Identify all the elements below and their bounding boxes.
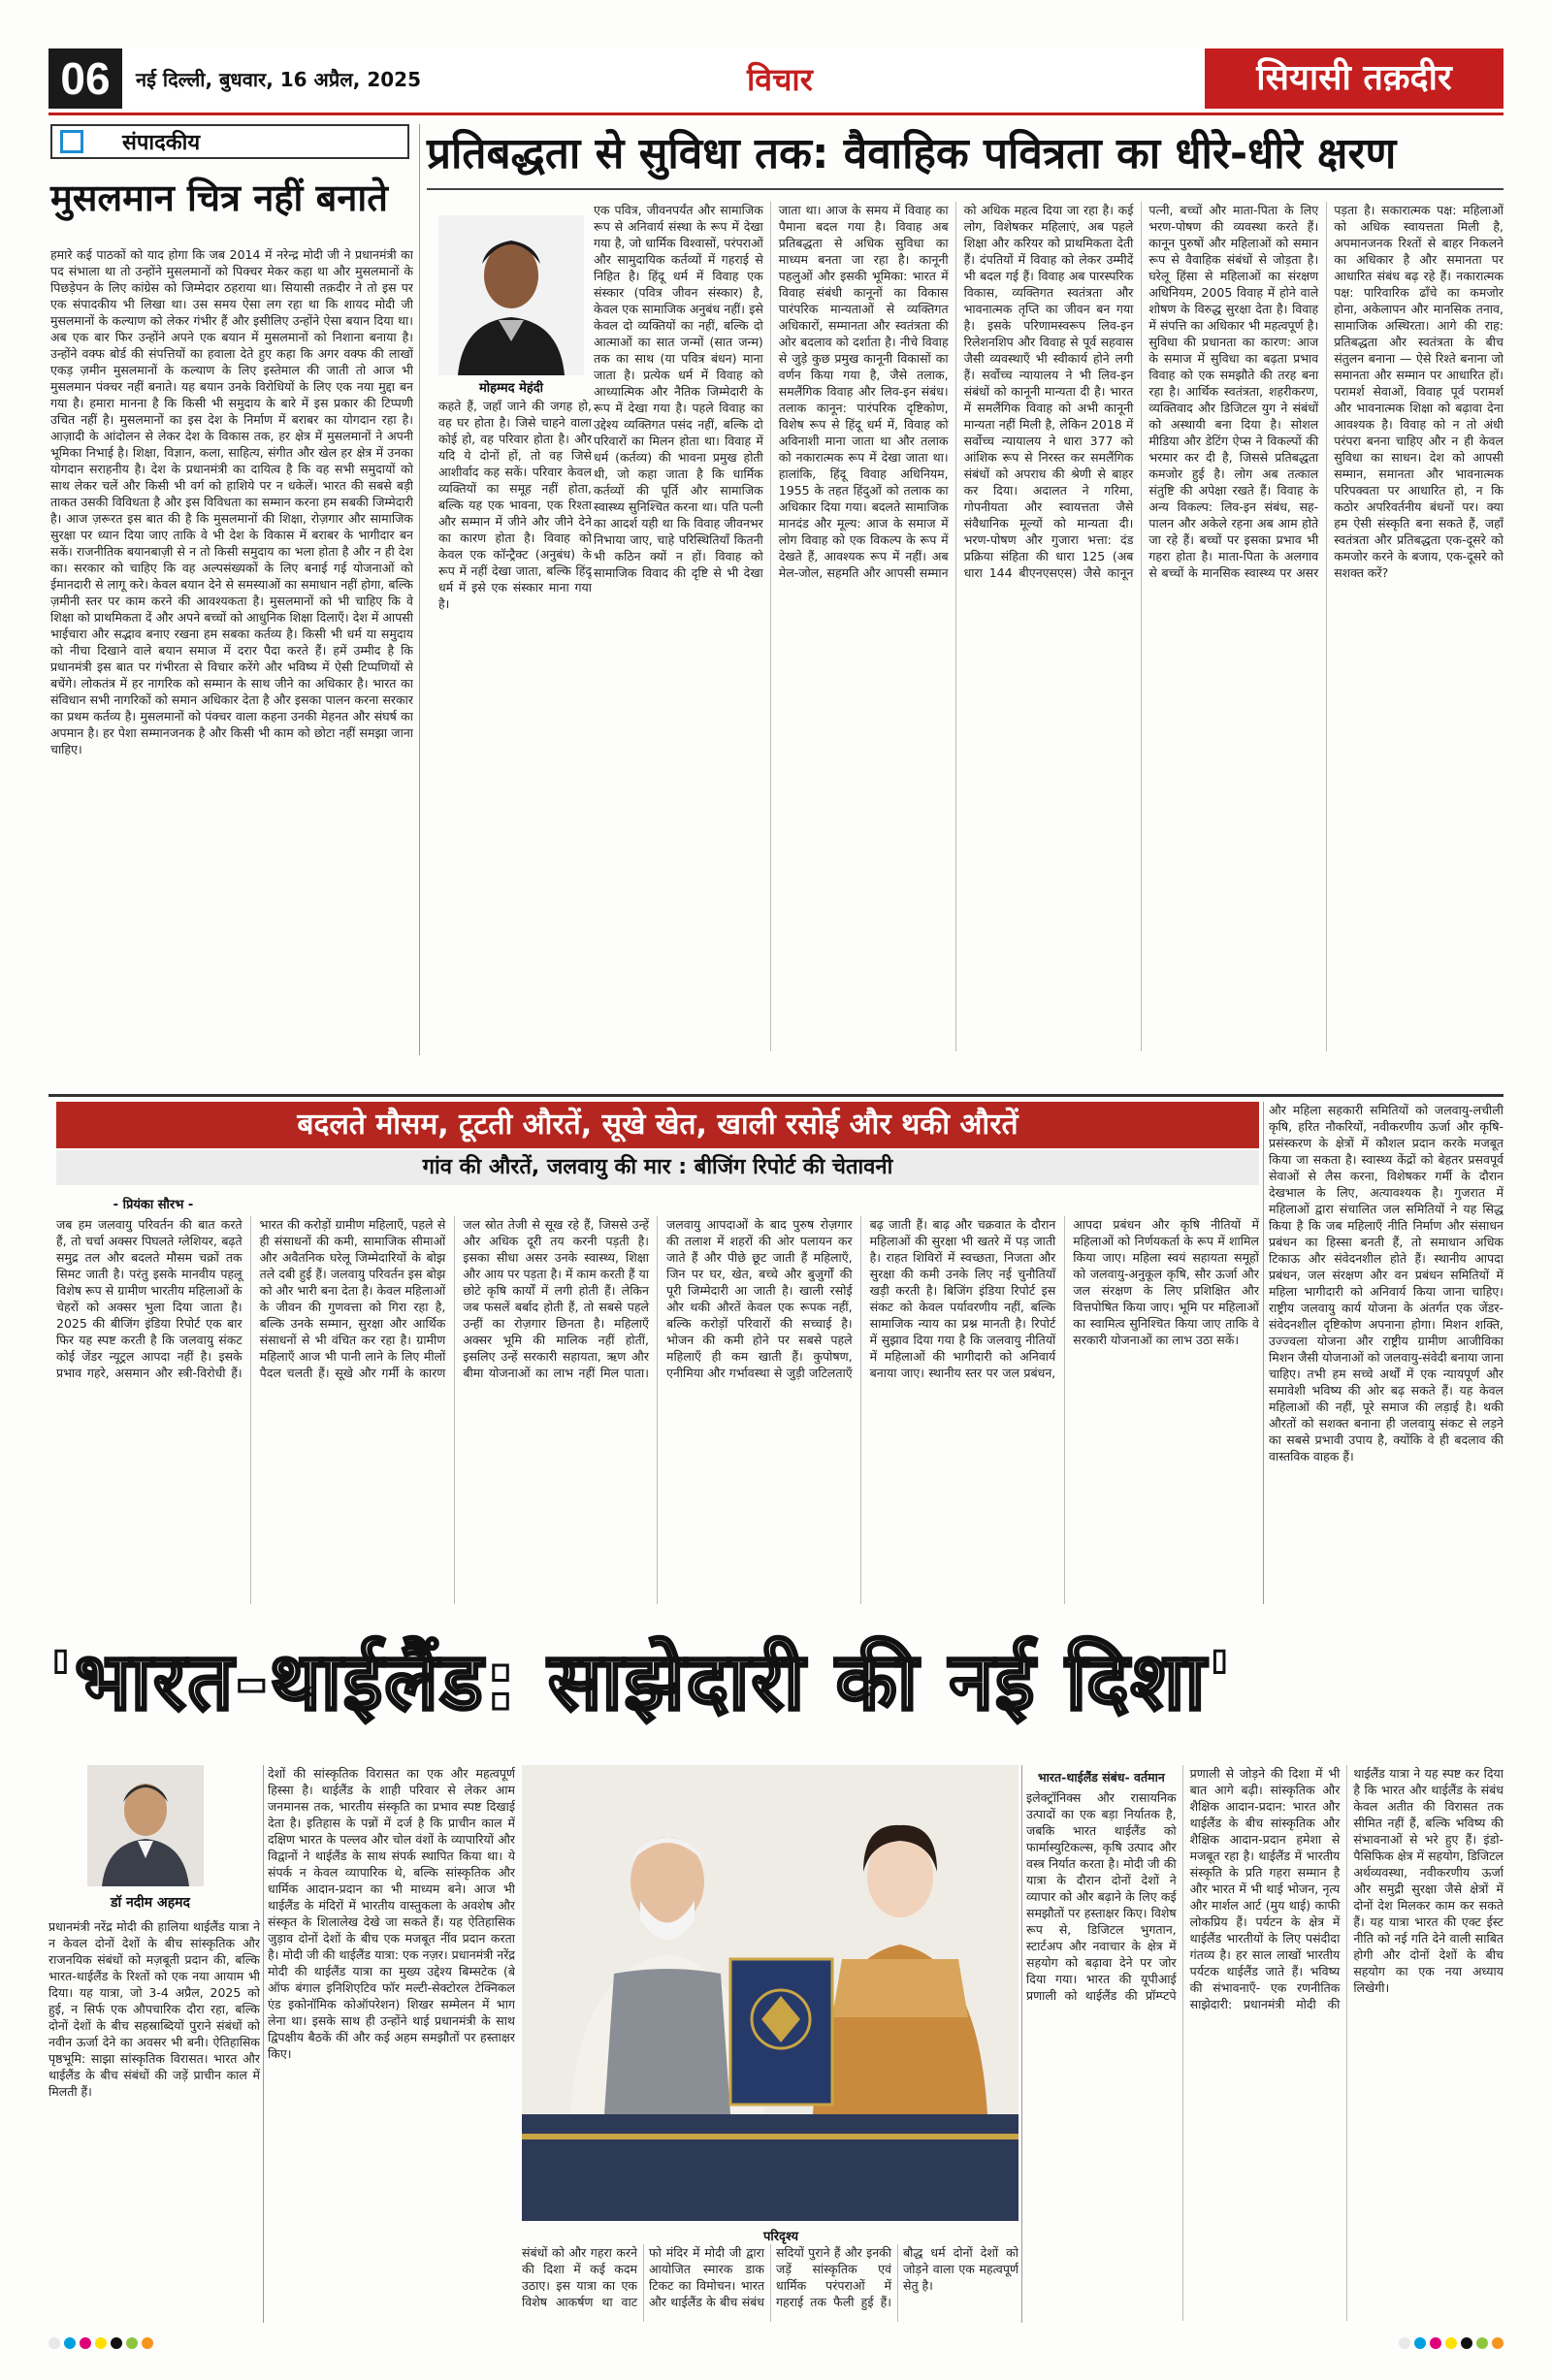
weather-body: जब हम जलवायु परिवर्तन की बात करते हैं, तो चर्चा अक्सर पिघलते ग्लेशियर, बढ़ते समुद्र तल और बदलते मौसम चक्रों तक सिमट जाती है। परंतु इसके मानवीय पहलू विशेष रूप से ग्रामीण भारतीय महिलाओं के चेहरों को अक्सर भुला दिया जाता है। 2025 की बीजिंग इंडिया रिपोर्ट एक बार फिर यह स्पष्ट करती है कि जलवायु संकट कोई जेंडर न्यूट्रल आपदा नहीं है। इसके प्रभाव गहरे, असमान और स्त्री-विरोधी हैं। भारत की करोड़ों ग्रामीण महिलाएँ, पहले से ही संसाधनों की कमी, सामाजिक सीमाओं और अवैतनिक घरेलू जिम्मेदारियों के बोझ तले दबी हुई हैं। जलवायु परिवर्तन इस बोझ को और भारी बना देता है। केवल महिलाओं के जीवन की गुणवत्ता को गिरा रहा है, बल्कि उनके सम्मान, सुरक्षा और आर्थिक संसाधनों से भी वंचित कर रहा है। ग्रामीण महिलाएँ आज भी पानी लाने के लिए मीलों पैदल चलती हैं। सूखे और गर्मी के कारण जल स्रोत तेजी से सूख रहे हैं, जिससे उन्हें और अधिक दूरी तय करनी पड़ती है। इसका सीधा असर उनके स्वास्थ्य, शिक्षा और आय पर पड़ता है। में काम करती हैं या छोटे कृषि कार्यों में लगी होती हैं। लेकिन जब फसलें बर्बाद होती हैं, तो सबसे पहले उन्हीं का रोज़गार छिनता है। महिलाएँ अक्सर भूमि की मालिक नहीं होतीं, इसलिए उन्हें सरकारी सहायता, ऋण और बीमा योजनाओं का लाभ नहीं मिल पाता। जलवायु आपदाओं के बाद पुरुष रोज़गार की तलाश में शहरों की ओर पलायन कर जाते हैं और पीछे छूट जाती हैं महिलाएँ, जिन पर घर, खेत, बच्चे और बुजुर्गों की पूरी जिम्मेदारी आ जाती है। खाली रसोई और थकी औरतें केवल एक रूपक नहीं, बल्कि करोड़ों परिवारों की सच्चाई है। भोजन की कमी होने पर सबसे पहले महिलाएँ ही कम खाती हैं। कुपोषण, एनीमिया और गर्भावस्था से जुड़ी जटिलताएँ बढ़ जाती हैं। बाढ़ और चक्रवात के दौरान महिलाओं की सुरक्षा भी खतरे में पड़ जाती है। राहत शिविरों में स्वच्छता, निजता और सुरक्षा की कमी उनके लिए नई चुनौतियाँ खड़ी करती है। बिजिंग इंडिया रिपोर्ट इस संकट को केवल पर्यावरणीय नहीं, बल्कि सामाजिक न्याय का प्रश्न मानती है। रिपोर्ट में सुझाव दिया गया है कि जलवायु नीतियों में महिलाओं की भागीदारी को अनिवार्य बनाया जाए। स्थानीय स्तर पर जल प्रबंधन, आपदा प्रबंधन और कृषि नीतियों में महिलाओं को निर्णयकर्ता के रूप में शामिल किया जाए। महिला स्वयं सहायता समूहों को जलवायु-अनुकूल कृषि, सौर ऊर्जा और जल संरक्षण के लिए प्रशिक्षित और वित्तपोषित किया जाए। भूमि पर महिलाओं का स्वामित्व सुनिश्चित किया जाए ताकि वे सरकारी योजनाओं का लाभ उठा सकें। (56, 1217, 1259, 1380)
registration-dot (64, 2337, 76, 2349)
section-title: विचार (747, 61, 813, 98)
editorial-tag-label: संपादकीय (122, 131, 201, 155)
author-photo (87, 1765, 204, 1886)
weather-headline: बदलते मौसम, टूटती औरतें, सूखे खेत, खाली रसोई और थकी औरतें (56, 1102, 1259, 1148)
column-divider (263, 1765, 264, 2323)
color-bar-left (48, 2337, 153, 2349)
registration-dot (1461, 2337, 1472, 2349)
lead-intro: कहते हैं, जहाँ जाने की जगह हो, वह घर होता है। जिसे चाहने वाला कोई हो, वह परिवार होता है। और यदि ये दोनों हों, तो वह जिसे आशीर्वाद कह सकें। परिवार केवल व्यक्तियों का समूह नहीं होता, बल्कि यह एक भावना, एक रिश्ता और सम्मान में जीने और जीने देने का कारण होता है। विवाह को केवल एक कॉन्ट्रैक्ट (अनुबंध) के रूप में नहीं देखा जाता, बल्कि हिंदू धर्म में इसे एक संस्कार माना गया है। (438, 399, 592, 611)
india-thailand-headline-text: 'भारत-थाईलैंड: साझेदारी की नई दिशा' (48, 1636, 1234, 1728)
page-number: 06 (48, 48, 122, 109)
india-thailand-body-right-text: इलेक्ट्रॉनिक्स और रासायनिक उत्पादों का एक बड़ा निर्यातक है, जबकि भारत थाईलैंड को फार्मास्युटिकल्स, कृषि उत्पाद और वस्त्र निर्यात करता है। मोदी जी की यात्रा के दौरान दोनों देशों ने व्यापार को और बढ़ाने के लिए कई समझौतों पर हस्ताक्षर किए। विशेष रूप से, डिजिटल भुगतान, स्टार्टअप और नवाचार के क्षेत्र में सहयोग को बढ़ावा देने पर जोर दिया गया। भारत की यूपीआई प्रणाली को थाईलैंड की प्रॉम्प्टपे प्रणाली से जोड़ने की दिशा में भी बात आगे बढ़ी। सांस्कृतिक और शैक्षिक आदान-प्रदान: भारत और थाईलैंड के बीच सांस्कृतिक और शैक्षिक आदान-प्रदान हमेशा से मजबूत रहा है। थाईलैंड में भारतीय संस्कृति के प्रति गहरा सम्मान है और भारत में भी थाई भोजन, नृत्य और मार्शल आर्ट (मुय थाई) काफी लोकप्रिय हैं। पर्यटन के क्षेत्र में थाईलैंड भारतीयों के लिए पसंदीदा गंतव्य है। हर साल लाखों भारतीय पर्यटक थाईलैंड जाते हैं। भविष्य की संभावनाएँ- एक रणनीतिक साझेदारी: प्रधानमंत्री मोदी की थाईलैंड यात्रा ने यह स्पष्ट कर दिया है कि भारत और थाईलैंड के संबंध केवल अतीत की विरासत तक सीमित नहीं हैं, बल्कि भविष्य की संभावनाओं से भरे हुए हैं। इंडो-पैसिफिक क्षेत्र में सहयोग, डिजिटल अर्थव्यवस्था, नवीकरणीय ऊर्जा और समुद्री सुरक्षा जैसे क्षेत्रों में दोनों देश मिलकर काम कर सकते हैं। यह यात्रा भारत की एक्ट ईस्ट नीति को नई गति देने वाली साबित होगी और दोनों देशों के बीच सहयोग का एक नया अध्याय लिखेगी। (1026, 1766, 1504, 2011)
registration-dot (1414, 2337, 1426, 2349)
masthead (48, 48, 1504, 109)
india-thailand-author: डॉ नदीम अहमद (110, 1895, 190, 1911)
registration-dot (1492, 2337, 1504, 2349)
editorial-box-icon (60, 130, 83, 153)
editorial-tag (50, 124, 409, 159)
lead-author: मोहम्मद मेहंदी (478, 381, 544, 396)
column-divider (1263, 1102, 1264, 1604)
lead-headline: प्रतिबद्धता से सुविधा तक: वैवाहिक पवित्रता का धीरे-धीरे क्षरण (427, 129, 1397, 178)
author-photo (438, 215, 584, 375)
headline-rule (427, 188, 1504, 190)
color-bar-right (1399, 2337, 1504, 2349)
weather-subheadline: गांव की औरतें, जलवायु की मार : बीजिंग रिपोर्ट की चेतावनी (56, 1150, 1259, 1185)
registration-dot (1476, 2337, 1488, 2349)
newspaper-brand: सियासी तक़दीर (1205, 48, 1504, 109)
weather-byline: - प्रियंका सौरभ - (113, 1198, 194, 1212)
editorial-body: हमारे कई पाठकों को याद होगा कि जब 2014 में नरेन्द्र मोदी जी ने प्रधानमंत्री का पद संभाला था तो उन्होंने मुसलमानों को पिक्चर मेकर कहा था और मुसलमानों के पिछड़ेपन के लिए कांग्रेस को जिम्मेदार ठहराया था। सियासी तक़दीर ने तो इस पर एक संपादकीय भी लिखा था। उस समय ऐसा लग रहा था कि शायद मोदी जी मुसलमानों के कल्याण को लेकर गंभीर हैं और इसीलिए उन्होंने ऐसा बयान दिया था। अब एक बार फिर उन्होंने अपने एक बयान में मुसलमानों को निशाना बनाया है। उन्होंने वक्फ बोर्ड की संपत्तियों का हवाला देते हुए कहा कि अगर वक्फ की लाखों एकड़ ज़मीन मुसलमानों के कल्याण के लिए इस्तेमाल की जाती तो आज भी मुसलमान पंक्चर नहीं बनाते। यह बयान उनके विरोधियों के लिए एक नया मुद्दा बन गया है। हमारा मानना है कि किसी भी समुदाय के बारे में इस प्रकार की टिप्पणी उचित नहीं है। मुसलमानों का इस देश के निर्माण में बराबर का योगदान रहा है। आज़ादी के आंदोलन से लेकर देश के विकास तक, हर क्षेत्र में मुसलमानों ने अपनी भूमिका निभाई है। शिक्षा, विज्ञान, कला, साहित्य, संगीत और खेल हर क्षेत्र में उनका योगदान सराहनीय है। देश के प्रधानमंत्री का दायित्व है कि वह सभी समुदायों को साथ लेकर चलें और किसी भी वर्ग को हाशिये पर न धकेलें। भारत की सबसे बड़ी ताकत उसकी विविधता है और इस विविधता का सम्मान करना हम सबकी जिम्मेदारी है। आज ज़रूरत इस बात की है कि मुसलमानों की शिक्षा, रोज़गार और सामाजिक सुरक्षा पर ध्यान दिया जाए ताकि वे भी देश के विकास में बराबर के भागीदार बन सकें। राजनीतिक बयानबाज़ी से न तो किसी समुदाय का भला होता है और न ही देश का। सरकार को चाहिए कि वह अल्पसंख्यकों के लिए बनाई गई योजनाओं को ईमानदारी से लागू करे। केवल बयान देने से समस्याओं का समाधान नहीं होगा, बल्कि ज़मीनी स्तर पर काम करने की आवश्यकता है। मुसलमानों को भी चाहिए कि वे शिक्षा को प्राथमिकता दें और अपने बच्चों को आधुनिक शिक्षा दिलाएँ। देश में आपसी भाईचारा और सद्भाव बनाए रखना हम सबका कर्तव्य है। किसी भी धर्म या समुदाय को नीचा दिखाने वाले बयान समाज में दरार पैदा करते हैं। हमें उम्मीद है कि प्रधानमंत्री इस बात पर गंभीरता से विचार करेंगे और भविष्य में ऐसी टिप्पणियों से बचेंगे। लोकतंत्र में हर नागरिक को सम्मान के साथ जीने का अधिकार है। भारत का संविधान सभी नागरिकों को समान अधिकार देता है और इसका पालन करना सरकार का प्रथम कर्तव्य है। मुसलमानों को पंक्चर वाला कहना उनकी मेहनत और संघर्ष का अपमान है। हर पेशा सम्मानजनक है और किसी भी काम को छोटा नहीं समझा जाना चाहिए। (50, 247, 413, 756)
print-registration-strip (48, 2332, 1504, 2355)
india-thailand-body-right (1026, 1765, 1504, 2321)
photo-caption: परिदृश्य (762, 2230, 799, 2244)
registration-dot (126, 2337, 138, 2349)
registration-dot (1399, 2337, 1410, 2349)
weather-body-continued: और महिला सहकारी समितियों को जलवायु-लचीली कृषि, हरित नौकरियों, नवीकरणीय ऊर्जा और कृषि-प्रसंस्करण के क्षेत्रों में कौशल प्रदान करके मजबूत किया जा सकता है। स्वास्थ्य केंद्रों को बेहतर प्रसवपूर्व सेवाओं से लैस करना, विशेषकर गर्मी के दौरान देखभाल के लिए, अत्यावश्यक है। गुजरात में महिलाओं द्वारा संचालित जल समितियों ने यह सिद्ध किया है कि जब महिलाएँ नीति निर्माण और संसाधन प्रबंधन का हिस्सा बनती हैं, तो समाधान अधिक टिकाऊ और संवेदनशील होते हैं। स्थानीय आपदा प्रबंधन, जल संरक्षण और वन प्रबंधन समितियों में महिला भागीदारी को अनिवार्य किया जाना चाहिए। राष्ट्रीय जलवायु कार्य योजना के अंतर्गत एक जेंडर-संवेदनशील दृष्टिकोण अपनाना होगा। मिशन शक्ति, उज्ज्वला योजना और राष्ट्रीय ग्रामीण आजीविका मिशन जैसी योजनाओं को जलवायु-संवेदी बनाया जाना चाहिए। तभी हम सच्चे अर्थों में एक न्यायपूर्ण और समावेशी भविष्य की ओर बढ़ सकते हैं। यह केवल महिलाओं की नहीं, पूरे समाज की लड़ाई है। थकी औरतों को सशक्त बनाना ही जलवायु संकट से लड़ने का सबसे प्रभावी उपाय है, क्योंकि वे ही बदलाव की वास्तविक वाहक हैं। (1269, 1103, 1504, 1463)
registration-dot (1445, 2337, 1457, 2349)
registration-dot (80, 2337, 91, 2349)
registration-dot (111, 2337, 122, 2349)
india-thailand-headline (48, 1629, 1504, 1736)
editorial-headline: मुसलमान चित्र नहीं बनाते (50, 177, 388, 219)
india-thailand-body-middle: संबंधों को और गहरा करने की दिशा में कई कदम उठाए। इस यात्रा का एक विशेष आकर्षण था वाट फो मंदिर में मोदी जी द्वारा आयोजित स्मारक डाक टिकट का विमोचन। भारत और थाईलैंड के बीच संबंध सदियों पुराने हैं और इनकी जड़ें सांस्कृतिक एवं धार्मिक परंपराओं में गहराई तक फैली हुई हैं। बौद्ध धर्म दोनों देशों को जोड़ने वाला एक महत्वपूर्ण सेतु है। (522, 2245, 1018, 2309)
hero-photo (522, 1765, 1018, 2221)
registration-dot (95, 2337, 107, 2349)
registration-dot (48, 2337, 60, 2349)
registration-dot (142, 2337, 153, 2349)
masthead-rule (48, 113, 1504, 115)
section-subhead: भारत-थाईलैंड संबंध- वर्तमान (1037, 1770, 1165, 1785)
registration-dot (1430, 2337, 1441, 2349)
issue-date: नई दिल्ली, बुधवार, 16 अप्रैल, 2025 (136, 68, 422, 91)
column-divider (1021, 1765, 1022, 2323)
lead-body: एक पवित्र, जीवनपर्यंत और सामाजिक रूप से अनिवार्य संस्था के रूप में देखा गया है, जो धार्मिक विश्वासों, परंपराओं और सामुदायिक कर्तव्यों में गहराई से निहित है। हिंदू धर्म में विवाह एक संस्कार (पवित्र जीवन संस्कार) है, केवल एक सामाजिक अनुबंध नहीं। इसे केवल दो व्यक्तियों का नहीं, बल्कि दो आत्माओं का सात जन्मों (सात जन्म) तक का साथ (या पवित्र बंधन) माना जाता है। प्रत्येक धर्म में विवाह को आध्यात्मिक और नैतिक जिम्मेदारी के रूप में देखा गया है। पहले विवाह का उद्देश्य व्यक्तिगत पसंद नहीं, बल्कि दो परिवारों का मिलन होता था। विवाह में धर्म (कर्तव्य) की भावना प्रमुख होती थी, जो कहा जाता है कि धार्मिक कर्तव्यों की पूर्ति और सामाजिक स्वास्थ्य सुनिश्चित करना था। पति पत्नी का आदर्श यही था कि विवाह जीवनभर निभाया जाए, चाहे परिस्थितियाँ कितनी भी कठिन क्यों न हों। विवाह को सामाजिक विवाद की दृष्टि से भी देखा जाता था। आज के समय में विवाह का पैमाना बदल गया है। विवाह अब प्रतिबद्धता से अधिक सुविधा का माध्यम बनता जा रहा है। कानूनी पहलुओं और इसकी भूमिका: भारत में विवाह संबंधी कानूनों का विकास पारंपरिक मान्यताओं से व्यक्तिगत अधिकारों, सम्मानता और स्वतंत्रता की ओर बदलाव को दर्शाता है। नीचे विवाह से जुड़े कुछ प्रमुख कानूनी विकासों का वर्णन किया गया है, जैसे तलाक, समलैंगिक विवाह और लिव-इन संबंध। तलाक कानून: पारंपरिक दृष्टिकोण, विशेष रूप से हिंदू धर्म में, विवाह को अविनाशी माना जाता था और तलाक को नकारात्मक रूप में देखा जाता था। हालांकि, हिंदू विवाह अधिनियम, 1955 के तहत हिंदुओं को तलाक का अधिकार दिया गया। बदलते सामाजिक मानदंड और मूल्य: आज के समाज में लोग विवाह को एक विकल्प के रूप में देखते हैं, आवश्यक रूप में नहीं। अब मेल-जोल, सहमति और आपसी सम्मान को अधिक महत्व दिया जा रहा है। कई लोग, विशेषकर महिलाएं, अब पहले शिक्षा और करियर को प्राथमिकता देती हैं। दंपतियों में विवाह को लेकर उम्मीदें भी बदल गई हैं। विवाह अब पारस्परिक विकास, व्यक्तिगत स्वतंत्रता और भावनात्मक तृप्ति का जीवन बन गया है। इसके परिणामस्वरूप लिव-इन रिलेशनशिप और विवाह से पूर्व सहवास जैसी व्यवस्थाएँ भी स्वीकार्य होने लगी हैं। सर्वोच्च न्यायालय ने भी लिव-इन संबंधों को कानूनी मान्यता दी है। भारत में समलैंगिक विवाह को अभी कानूनी मान्यता नहीं मिली है, लेकिन 2018 में सर्वोच्च न्यायालय ने धारा 377 को आंशिक रूप से निरस्त कर समलैंगिक संबंधों को अपराध की श्रेणी से बाहर कर दिया। अदालत ने गरिमा, गोपनीयता और स्वायत्तता जैसे संवैधानिक मूल्यों को मान्यता दी। भरण-पोषण और गुजारा भत्ता: दंड प्रक्रिया संहिता की धारा 125 (अब धारा 144 बीएनएसएस) जैसे कानून पत्नी, बच्चों और माता-पिता के लिए भरण-पोषण की व्यवस्था करते हैं। कानून पुरुषों और महिलाओं को समान रूप से वैवाहिक संबंधों से जोड़ता है। घरेलू हिंसा से महिलाओं का संरक्षण अधिनियम, 2005 विवाह में होने वाले शोषण के विरुद्ध सुरक्षा देता है। विवाह में संपत्ति का अधिकार भी महत्वपूर्ण है। सुविधा की प्रधानता का कारण: आज के समाज में सुविधा का बढ़ता प्रभाव विवाह को एक समझौते की तरह बना रहा है। आर्थिक स्वतंत्रता, शहरीकरण, व्यक्तिवाद और डिजिटल युग ने संबंधों को अस्थायी बना दिया है। सोशल मीडिया और डेटिंग ऐप्स ने विकल्पों की भरमार कर दी है, जिससे प्रतिबद्धता कमजोर हुई है। लोग अब तत्काल संतुष्टि की अपेक्षा रखते हैं। विवाह के अन्य विकल्प: लिव-इन संबंध, सह-पालन और अकेले रहना अब आम होते जा रहे हैं। बच्चों पर इसका प्रभाव भी गहरा होता है। माता-पिता के अलगाव से बच्चों के मानसिक स्वास्थ्य पर असर पड़ता है। सकारात्मक पक्ष: महिलाओं को अधिक स्वायत्तता मिली है, अपमानजनक रिश्तों से बाहर निकलने का अधिकार है और समानता पर आधारित संबंध बढ़ रहे हैं। नकारात्मक पक्ष: पारिवारिक ढाँचे का कमजोर होना, अकेलापन और मानसिक तनाव, सामाजिक अस्थिरता। आगे की राह: प्रतिबद्धता और स्वतंत्रता के बीच संतुलन बनाना — ऐसे रिश्ते बनाना जो समानता और सम्मान पर आधारित हों। परामर्श सेवाओं, विवाह पूर्व परामर्श और भावनात्मक शिक्षा को बढ़ावा देना आवश्यक है। विवाह को न तो अंधी परंपरा बनना चाहिए और न ही केवल सुविधा का साधन। देश को आपसी सम्मान, समानता और भावनात्मक परिपक्वता पर आधारित हो, न कि कठोर अपरिवर्तनीय बंधनों पर। क्या हम ऐसी संस्कृति बना सकते हैं, जहाँ स्वतंत्रता और प्रतिबद्धता एक-दूसरे को कमजोर करने के बजाय, एक-दूसरे को सशक्त करें? (594, 203, 1504, 580)
india-thailand-body: देशों की सांस्कृतिक विरासत का एक और महत्वपूर्ण हिस्सा है। थाईलैंड के शाही परिवार से लेकर आम जनमानस तक, भारतीय संस्कृति का प्रभाव स्पष्ट दिखाई देता है। इतिहास के पन्नों में दर्ज है कि प्राचीन काल में दक्षिण भारत के पल्लव और चोल वंशों के व्यापारियों और विद्वानों ने थाईलैंड के साथ संपर्क स्थापित किया था। ये संपर्क न केवल व्यापारिक थे, बल्कि सांस्कृतिक और धार्मिक आदान-प्रदान का भी माध्यम बने। आज भी थाईलैंड के मंदिरों में भारतीय वास्तुकला के अवशेष और संस्कृत के शिलालेख देखे जा सकते हैं। यह ऐतिहासिक जुड़ाव दोनों देशों के बीच एक मजबूत नींव प्रदान करता है। मोदी जी की थाईलैंड यात्रा: एक नज़र। प्रधानमंत्री नरेंद्र मोदी की थाईलैंड यात्रा का मुख्य उद्देश्य बिम्सटेक (बे ऑफ बंगाल इनिशिएटिव फॉर मल्टी-सेक्टोरल टेक्निकल एंड इकोनॉमिक कोऑपरेशन) शिखर सम्मेलन में भाग लेना था। इसके साथ ही उन्होंने थाई प्रधानमंत्री के साथ द्विपक्षीय बैठकें कीं और कई अहम समझौतों पर हस्ताक्षर किए। (268, 1766, 515, 2061)
column-divider (419, 124, 420, 1055)
india-thailand-body-intro: प्रधानमंत्री नरेंद्र मोदी की हालिया थाईलैंड यात्रा ने न केवल दोनों देशों के बीच सांस्कृतिक और राजनयिक संबंधों को मज़बूती प्रदान की, बल्कि भारत-थाईलैंड के रिश्तों को एक नया आयाम भी दिया। यह यात्रा, जो 3-4 अप्रैल, 2025 को हुई, न सिर्फ एक औपचारिक दौरा रहा, बल्कि दोनों देशों के बीच सहस्राब्दियों पुराने संबंधों को नवीन ऊर्जा देने का अवसर भी बनी। ऐतिहासिक पृष्ठभूमि: साझा सांस्कृतिक विरासत। भारत और थाईलैंड के बीच संबंधों की जड़ें प्राचीन काल में मिलती हैं। (48, 1919, 260, 2099)
